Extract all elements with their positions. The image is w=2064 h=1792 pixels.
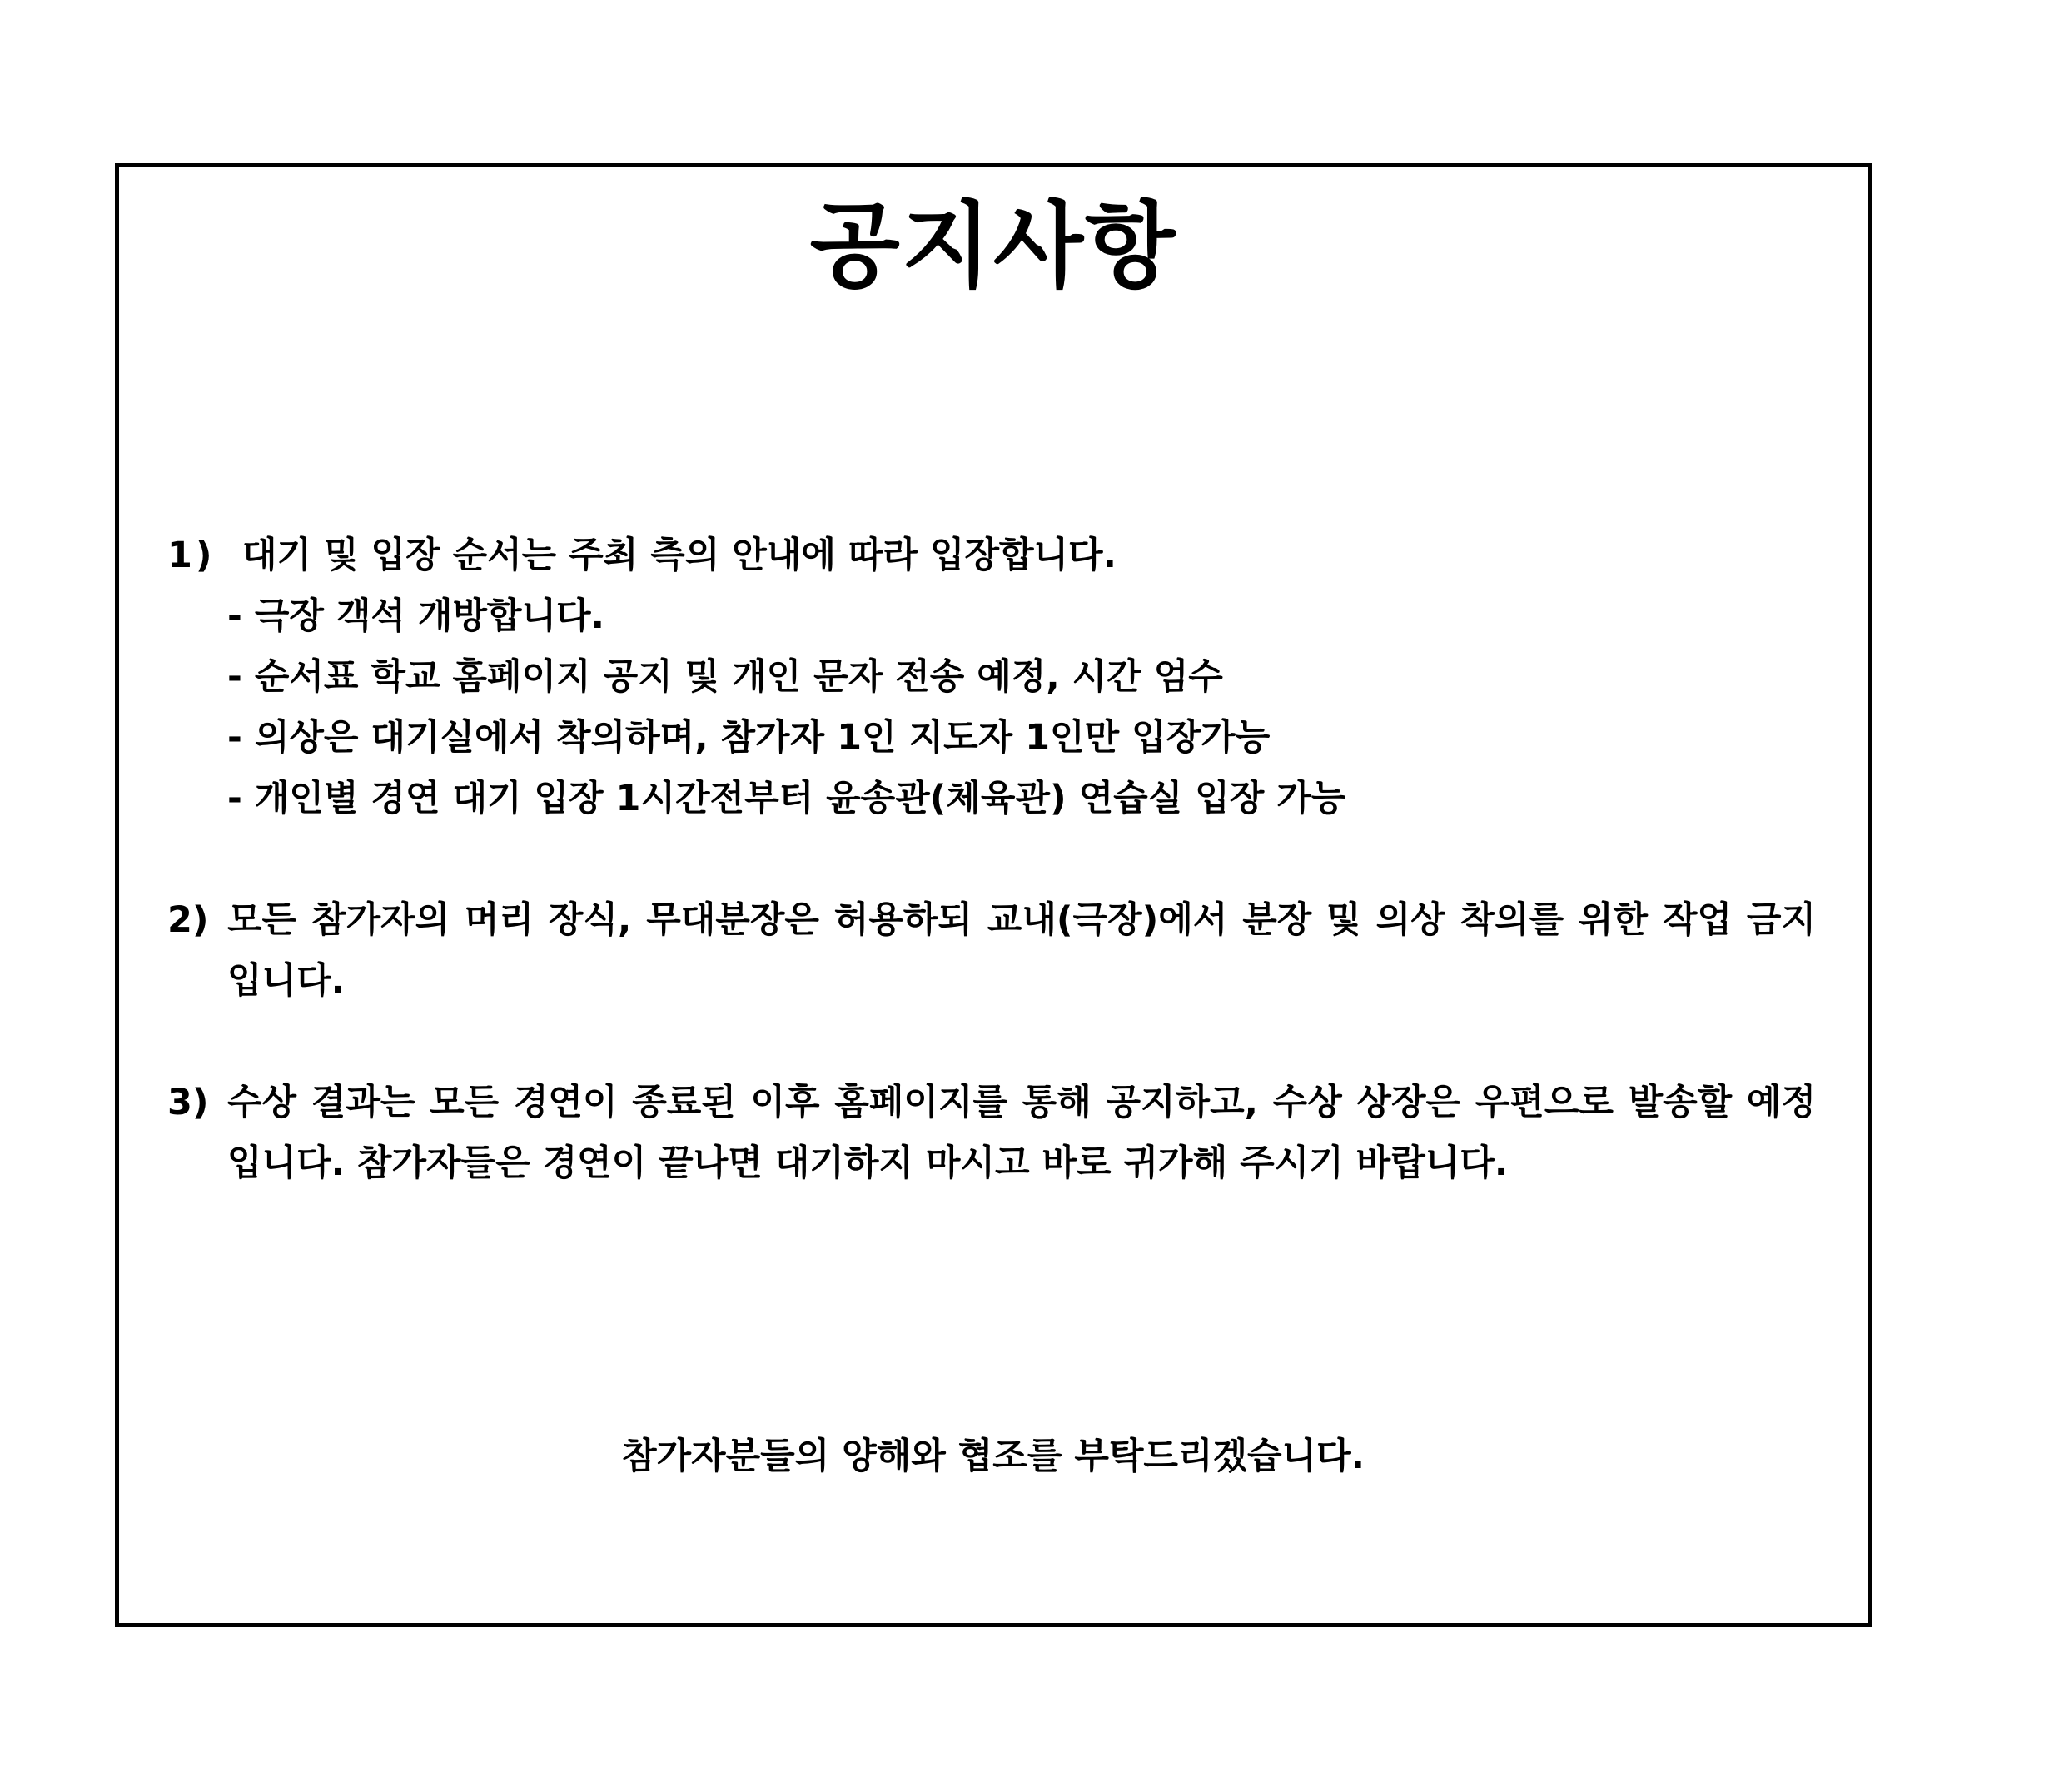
sub-item: - 개인별 경연 대기 입장 1시간전부터 윤송관(체육관) 연습실 입장 가능	[227, 778, 1346, 819]
sub-item: - 순서표 학교 홈페이지 공지 및 개인 문자 전송 예정, 시간 엄수	[227, 656, 1223, 698]
sub-item: - 의상은 대기실에서 착의하며, 참가자 1인 지도자 1인만 입장가능	[227, 717, 1271, 759]
item-text: 대기 및 입장 순서는 주최 측의 안내에 따라 입장합니다.	[242, 535, 1117, 576]
sub-item-list	[227, 586, 1816, 829]
item-text: 모든 참가자의 머리 장식, 무대분장은 허용하되 교내(극장)에서 분장 및 의상 착의를 위한 작업 금지입니다.	[227, 899, 1816, 1002]
notice-box	[115, 163, 1872, 1627]
item-number: 3)	[167, 1082, 209, 1123]
item-number: 2)	[167, 899, 209, 941]
sub-item: - 극장 객석 개방합니다.	[227, 595, 604, 637]
notice-title: 공지사항	[809, 192, 1177, 301]
closing-message: 참가자분들의 양해와 협조를 부탁드리겠습니다.	[621, 1436, 1365, 1477]
spacer	[167, 829, 1816, 890]
item-number: 1)	[167, 535, 216, 576]
item-text: 수상 결과는 모든 경연이 종료된 이후 홈페이지를 통해 공지하고, 수상 상장은 우편으로 발송할 예정입니다. 참가자들은 경연이 끝나면 대기하지 마시고 바로 귀가해 주시기 바랍니다.	[227, 1082, 1816, 1184]
notice-item-3	[167, 1073, 1816, 1194]
notice-body	[167, 525, 1816, 1194]
notice-item-1	[167, 525, 1816, 829]
notice-item-2	[167, 890, 1816, 1012]
spacer	[167, 1012, 1816, 1073]
